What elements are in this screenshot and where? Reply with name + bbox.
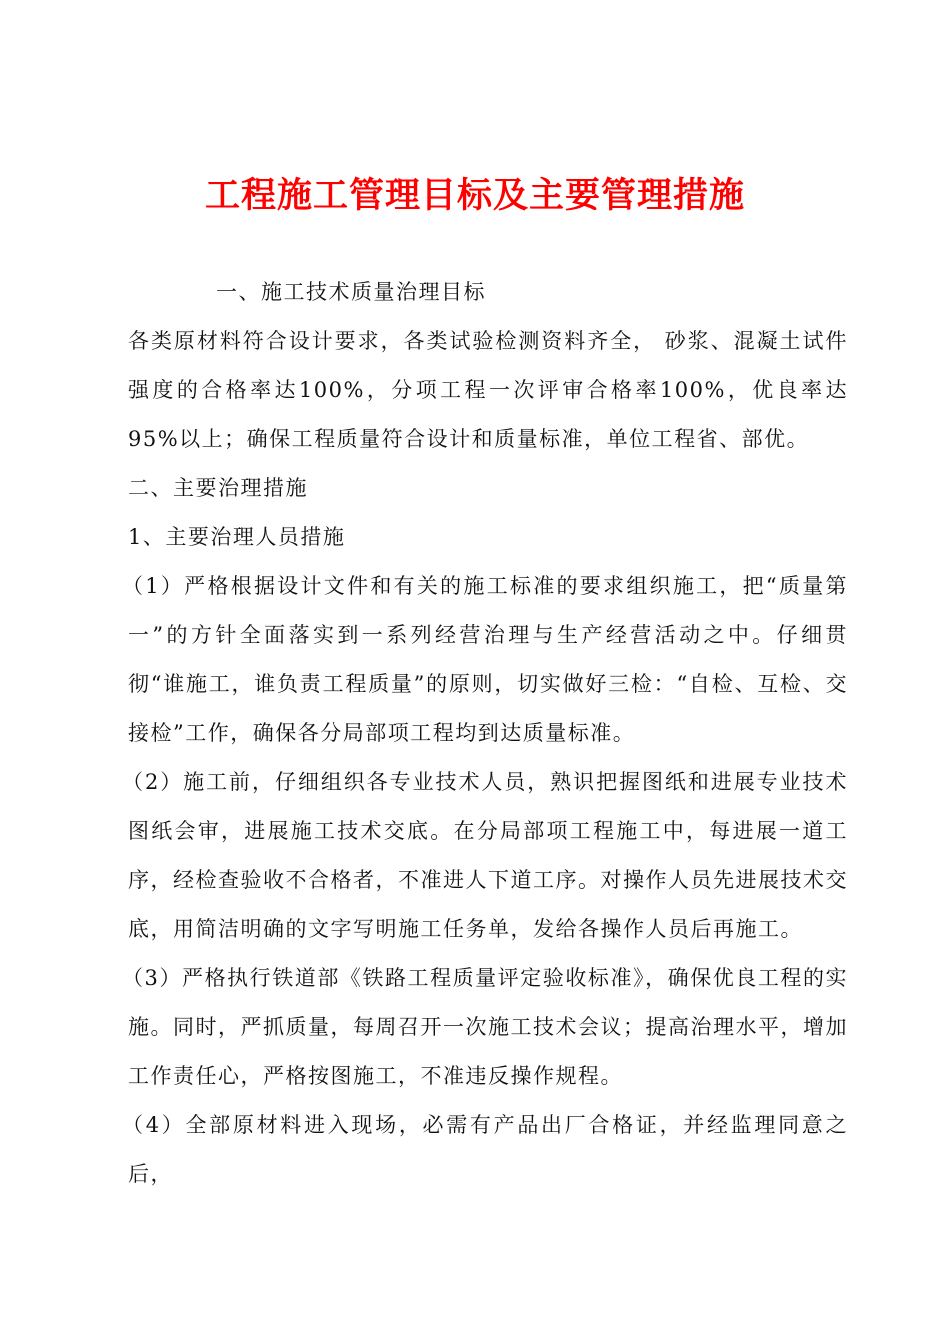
list-item-2: （2）施工前，仔细组织各专业技术人员，熟识把握图纸和进展专业技术图纸会审，进展施工技术交底。在分局部项工程施工中，每进展一道工序，经检查验收不合格者，不准进人下道工序。对操作人员先进展技术交底，用简洁明确的文字写明施工任务单，发给各操作人员后再施工。 (122, 770, 848, 941)
document-body (122, 268, 848, 1199)
subsection-heading-personnel-measures: 1、主要治理人员措施 (128, 525, 346, 549)
document-title: 工程施工管理目标及主要管理措施 (204, 175, 745, 216)
list-item-3: （3）严格执行铁道部《铁路工程质量评定验收标准》，确保优良工程的实施。同时，严抓质量，每周召开一次施工技术会议；提高治理水平，增加工作责任心，严格按图施工，不准违反操作规程。 (122, 966, 848, 1088)
paragraph-quality-goal: 各类原材料符合设计要求，各类试验检测资料齐全， 砂浆、混凝土试件强度的合格率达100%，分项工程一次评审合格率100%，优良率达95%以上；确保工程质量符合设计和质量标准，单位工程省、部优。 (128, 329, 848, 451)
list-item-4: （4）全部原材料进入现场，必需有产品出厂合格证，并经监理同意之后， (122, 1113, 848, 1186)
section-heading-main-measures: 二、主要治理措施 (128, 476, 308, 500)
list-item-1: （1）严格根据设计文件和有关的施工标准的要求组织施工，把“质量第一”的方针全面落实到一系列经营治理与生产经营活动之中。仔细贯彻“谁施工，谁负责工程质量”的原则，切实做好三检：“自检、互检、交接检”工作，确保各分局部项工程均到达质量标准。 (122, 574, 848, 745)
section-heading-quality-goal: 一、施工技术质量治理目标 (216, 280, 486, 304)
